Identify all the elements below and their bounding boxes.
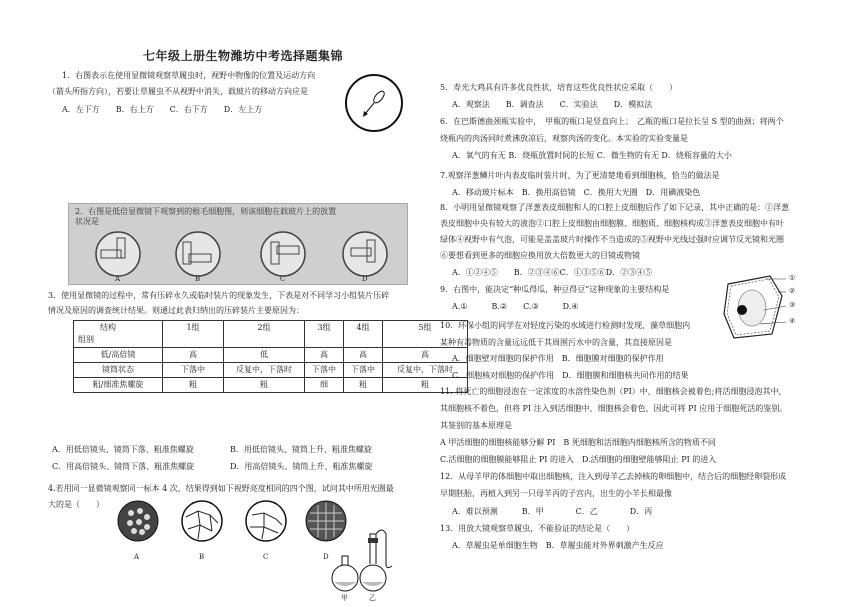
- table-cell: 低: [224, 348, 305, 363]
- q3-option-d: D．用高倍镜头、镜筒上升、粗准焦螺旋: [230, 462, 373, 471]
- table-header-row: [74, 321, 468, 348]
- table-cell: 粗: [344, 378, 383, 393]
- q12-options: A．难以预测 B．甲 C．乙 D．丙: [452, 507, 653, 516]
- q3-option-c: C．用高倍镜头、镜筒下落、粗准焦螺旋: [52, 462, 195, 471]
- q4-label-c: C: [263, 553, 269, 561]
- table-row-label: 粗/细准焦螺旋: [74, 378, 163, 393]
- q2-label-c: C: [280, 275, 286, 283]
- table-col-header: 2组: [224, 321, 305, 348]
- flask-label-yi: 乙: [369, 594, 376, 602]
- q6-line1: 6．在巴斯德曲颈瓶实验中， 甲瓶的瓶口是竖直向上； 乙瓶的瓶口是拉长呈 S 型的曲颈；将两个: [440, 117, 784, 126]
- cell-label-3: ③: [789, 301, 796, 309]
- q6-options: A．氧气的有无 B．烧瓶放置时间的长短 C．微生物的有无 D．烧瓶容量的大小: [452, 151, 732, 160]
- q8-line2: 表皮细胞中央有较大的液泡②口腔上皮细胞由细胞膜、细胞质、细胞核构成③洋葱表皮细胞中有叶: [440, 219, 784, 228]
- option-circle-c: [261, 232, 305, 276]
- plant-cell-figure: [720, 270, 800, 342]
- q2-line1: 2．右图是低倍显微镜下观察到的根毛细胞图，则该细胞在载玻片上的放置: [75, 207, 337, 216]
- q10-option-c: C．细胞核对细胞的保护作用 D．细胞膜和细胞核共同作用的结果: [452, 371, 689, 380]
- table-cell: 反复中，下落时: [224, 363, 305, 378]
- field-brightness-figure: [116, 497, 348, 549]
- table-cell: 粗: [163, 378, 224, 393]
- microscope-survey-table: [73, 320, 468, 393]
- q1-line2: （箭头所指方向），若要让草履虫不从视野中消失，载玻片的移动方向应是: [48, 87, 308, 96]
- table-cell: 粗: [224, 378, 305, 393]
- q11-option-c: C.活细胞的细胞膜能够阻止 PI 的进入 D.活细胞的细胞壁能够阻止 PI 的进入: [440, 455, 717, 464]
- cell-label-4: ④: [789, 317, 796, 325]
- option-circle-b: [176, 232, 220, 276]
- table-cell: 粗: [383, 378, 468, 393]
- table-cell: 下落中: [305, 363, 344, 378]
- q8-line1: 8．小明用显微镜观察了洋葱表皮细胞和人的口腔上皮细胞后作了如下记录，其中正确的是：①洋葱: [440, 203, 790, 212]
- page-title: 七年级上册生物潍坊中考选择题集锦: [143, 49, 344, 63]
- table-cell: 下落中: [344, 363, 383, 378]
- q11-line3: 其鉴别的基本原理是: [440, 421, 512, 430]
- flask-label-jia: 甲: [341, 594, 348, 602]
- q8-options: A．①②④⑤ B．②③④⑥C．①③⑤⑥D．②③④⑤: [452, 268, 653, 277]
- q11-option-a: A 甲活细胞的细胞核能够分解 PI B 死细胞和活细胞内细胞核所含的物质不同: [440, 438, 716, 447]
- q9-options: A.① B.② C.③ D.④: [452, 302, 579, 311]
- q4-label-a: A: [134, 553, 140, 561]
- table-corner-cell: 结构 组别: [74, 321, 163, 348]
- q2-label-d: D: [362, 275, 368, 283]
- q3-option-a: A．用低倍镜头、镜筒下落、粗准焦螺旋: [52, 445, 194, 454]
- q9-line1: 9．右图中，能决定“种瓜得瓜，种豆得豆”这种现象的主要结构是: [440, 285, 670, 294]
- q12-line1: 12．从母羊甲的体细胞中取出细胞核，注入到母羊乙去掉核的卵细胞中，结合后的细胞经卵裂形成: [440, 472, 787, 481]
- table-cell: 反复中，下落时: [383, 363, 468, 378]
- table-row-label: 镜筒状态: [74, 363, 163, 378]
- q3-line2: 情况及原因的调查统计结果。则通过此表归纳出的压碎装片主要原因为：: [48, 306, 304, 315]
- q11-line1: 11. 将死亡的细胞浸泡在一定浓度的水溶性染色剂（PI）中，细胞核会被着色;将活细胞浸泡其中，: [440, 387, 787, 396]
- q12-line2: 早期胚胎，再植入到另一只母羊丙的子宫内，出生的小羊长相最像: [440, 489, 672, 498]
- q11-line2: 其细胞核不着色，但将 PI 注入到活细胞中，细胞核会着色，因此可将 PI 应用于细胞死活的鉴别。: [440, 404, 788, 413]
- root-hair-figure: [68, 203, 408, 285]
- table-row: [74, 348, 468, 363]
- table-cell: 高: [163, 348, 224, 363]
- table-cell: 细: [305, 378, 344, 393]
- q6-line2: 烧瓶内的肉汤同时煮沸放凉后，观察肉汤的变化。本实验的实验变量是: [440, 134, 688, 143]
- table-row: [74, 363, 468, 378]
- table-cell: 下落中: [163, 363, 224, 378]
- q3-option-b: B．用低倍镜头、镜筒上升、粗准焦螺旋: [230, 445, 372, 454]
- q10-line2: 某种有毒物质的含量远远低于其周围污水中的含量，其直接原因是: [440, 338, 672, 347]
- q7-options: A．移动玻片标本 B．换用高倍镜 C．换用大光圈 D．用碘液染色: [452, 188, 701, 197]
- q2-label-b: B: [195, 275, 201, 283]
- q8-line4: ⑥要想看到更多的细胞应换用放大倍数更大的目镜或物镜: [440, 251, 640, 260]
- cell-label-1: ①: [789, 274, 796, 282]
- q4-line2: 大的是（ ）: [48, 500, 104, 509]
- table-col-header: 3组: [305, 321, 344, 348]
- table-col-header: 4组: [344, 321, 383, 348]
- q2-label-a: A: [115, 275, 121, 283]
- table-col-header: 1组: [163, 321, 224, 348]
- q13-line1: 13．用放大镜观察草履虫，不能验证的结论是（ ）: [440, 524, 635, 533]
- pasteur-flask-figure: [324, 520, 408, 596]
- cell-label-2: ②: [789, 287, 796, 295]
- table-row: [74, 378, 468, 393]
- microscope-field-figure: [343, 72, 405, 134]
- q4-line1: 4.若用同一显微镜观察同一标本 4 次，结果得到如下视野亮度相同的四个图，试问其中所用光圈最: [48, 484, 394, 493]
- table-cell: 高: [383, 348, 468, 363]
- table-col-header: 5组: [383, 321, 468, 348]
- q3-line1: 3．使用显微镜的过程中，常有压碎永久或临时装片的现象发生，下表是对不同学习小组装片压碎: [48, 291, 390, 300]
- q7-line1: 7.观察洋葱鳞片叶内表皮临时装片时，为了更清楚地看到细胞核，恰当的做法是: [440, 171, 720, 180]
- q1-options: A．左下方 B．右上方 C．右下方 D．左上方: [62, 105, 263, 114]
- q4-label-d: D: [323, 553, 329, 561]
- q10-line1: 10．环保小组的同学在对轻度污染的水域进行检测时发现，藻草细胞内: [440, 321, 691, 330]
- q1-line1: 1．右图表示在使用显微镜观察草履虫时，视野中物像的位置及运动方向: [62, 71, 316, 80]
- table-cell: 高: [344, 348, 383, 363]
- q5-line1: 5．寿光大鸡具有许多优良性状，培育这些优良性状应采取（ ）: [440, 83, 678, 92]
- q8-line3: 绿体④视野中有气泡，可能是盖盖玻片时操作不当造成的⑤视野中光线过强时应调节反光镜和光圈: [440, 235, 784, 244]
- q4-label-b: B: [199, 553, 205, 561]
- table-cell: 高: [305, 348, 344, 363]
- option-circle-d: [343, 232, 387, 276]
- table-row-label: 低/高倍镜: [74, 348, 163, 363]
- q10-option-a: A．细胞壁对细胞的保护作用 B．细胞膜对细胞的保护作用: [452, 354, 664, 363]
- q5-options: A．观察法 B．调查法 C．实验法 D．模拟法: [452, 100, 653, 109]
- q2-line2: 状况是: [75, 217, 99, 226]
- q13-options: A．草履虫是单细胞生物 B．草履虫能对外界刺激产生反应: [452, 541, 664, 550]
- option-circle-a: [96, 232, 140, 276]
